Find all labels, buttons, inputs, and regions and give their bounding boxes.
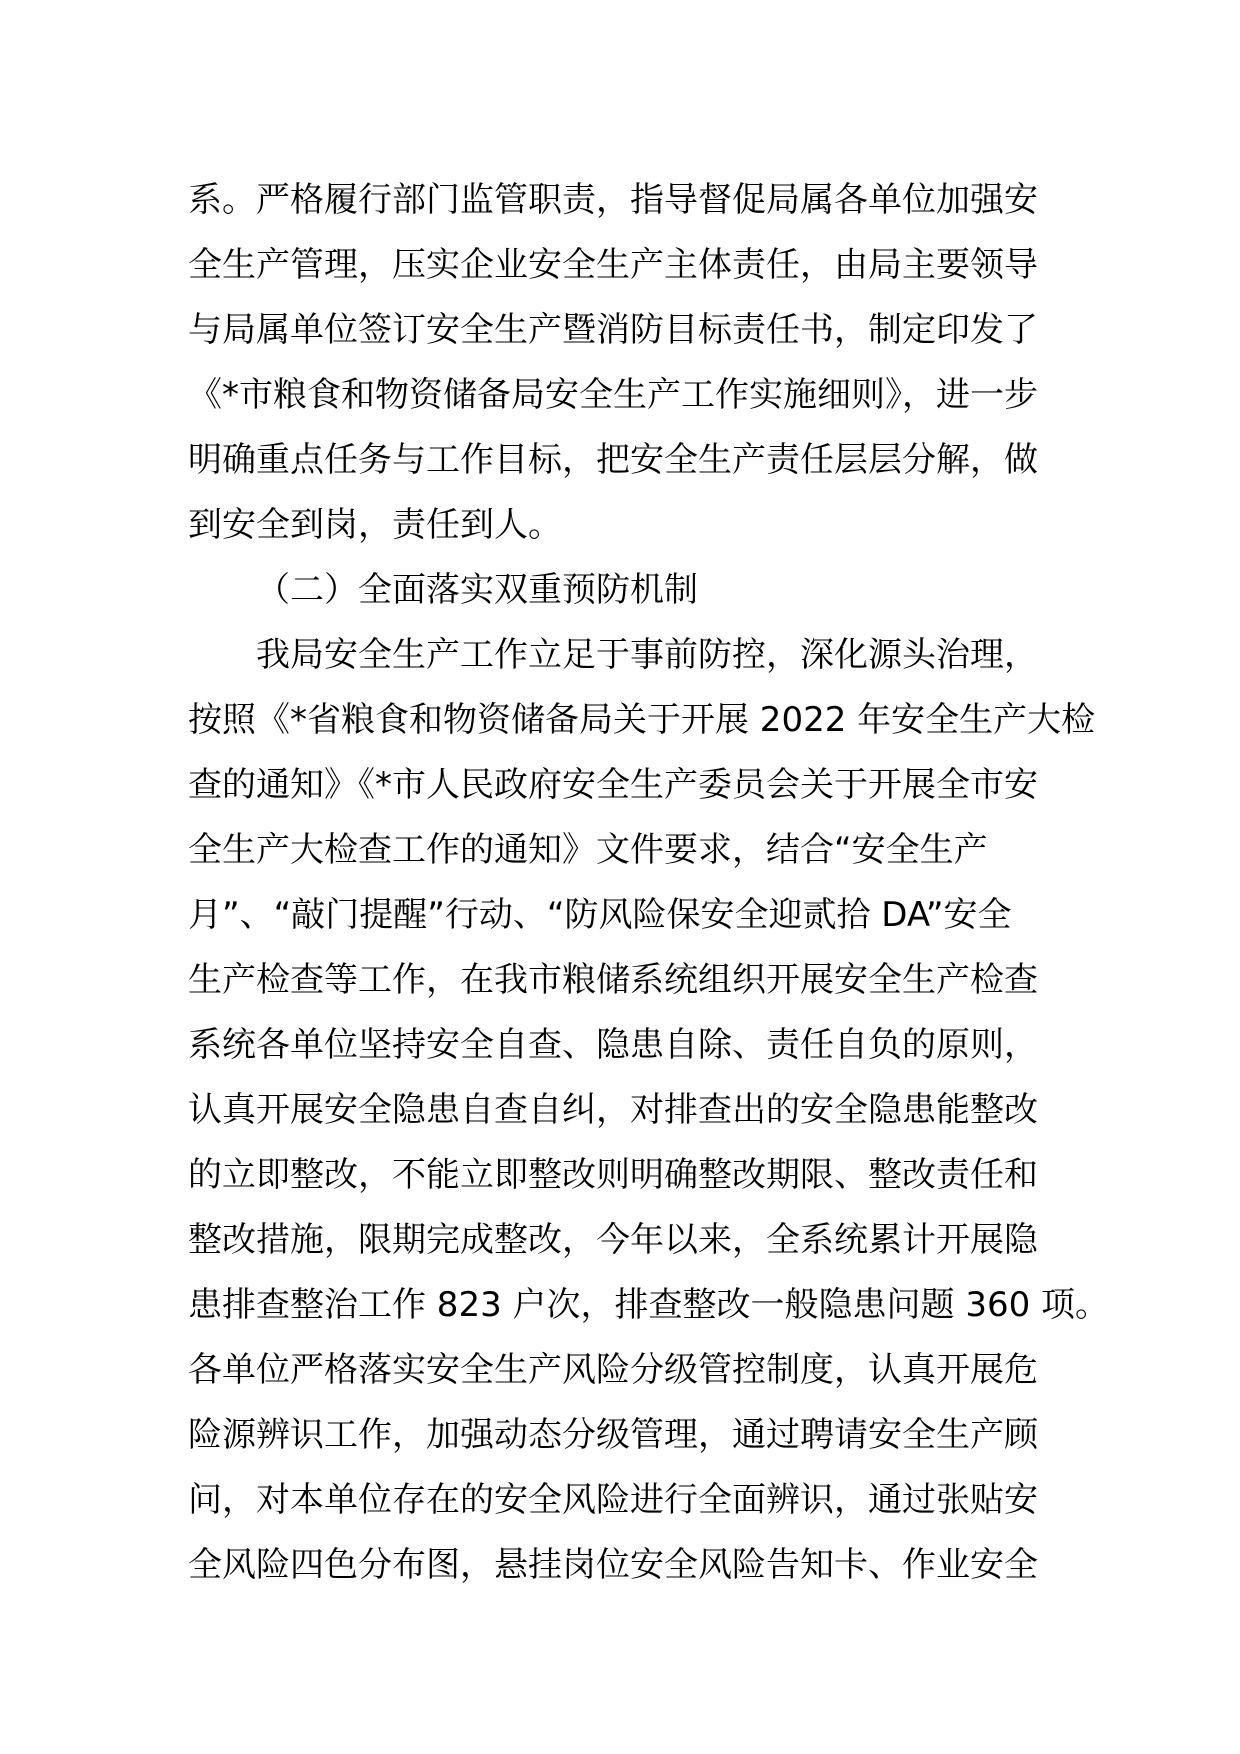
text-line: 险源辨识工作，加强动态分级管理，通过聘请安全生产顾	[188, 1415, 1038, 1455]
text-line: 明确重点任务与工作目标，把安全生产责任层层分解，做	[188, 440, 1038, 480]
text-line: 全生产管理，压实企业安全生产主体责任，由局主要领导	[188, 245, 1038, 285]
text-line: 整改措施，限期完成整改，今年以来，全系统累计开展隐	[188, 1220, 1038, 1260]
document-body	[188, 168, 1110, 1598]
text-line: 全风险四色分布图，悬挂岗位安全风险告知卡、作业安全	[188, 1545, 1038, 1585]
text-line: 生产检查等工作，在我市粮储系统组织开展安全生产检查	[188, 960, 1038, 1000]
text-line: 患排查整治工作 823 户次，排查整改一般隐患问题 360 项。	[188, 1285, 1110, 1325]
text-line: 各单位严格落实安全生产风险分级管控制度，认真开展危	[188, 1350, 1038, 1390]
text-line: 按照《*省粮食和物资储备局关于开展 2022 年安全生产大检	[188, 700, 1096, 740]
text-line: 认真开展安全隐患自查自纠，对排查出的安全隐患能整改	[188, 1090, 1038, 1130]
text-line: 《*市粮食和物资储备局安全生产工作实施细则》，进一步	[188, 375, 1038, 415]
text-line: 与局属单位签订安全生产暨消防目标责任书，制定印发了	[188, 310, 1038, 350]
paragraph-first-line: 我局安全生产工作立足于事前防控，深化源头治理，	[256, 635, 1038, 675]
text-line: 到安全到岗，责任到人。	[188, 505, 562, 545]
text-line: 系统各单位坚持安全自查、隐患自除、责任自负的原则，	[188, 1025, 1038, 1065]
text-line: 月”、“敲门提醒”行动、“防风险保安全迎贰拾 DA”安全	[188, 895, 1012, 935]
text-line: 查的通知》《*市人民政府安全生产委员会关于开展全市安	[188, 765, 1038, 805]
text-line: 问，对本单位存在的安全风险进行全面辨识，通过张贴安	[188, 1480, 1038, 1520]
text-line: 的立即整改，不能立即整改则明确整改期限、整改责任和	[188, 1155, 1038, 1195]
section-heading: （二）全面落实双重预防机制	[256, 570, 698, 610]
text-line: 全生产大检查工作的通知》文件要求，结合“安全生产	[188, 830, 988, 870]
text-line: 系。严格履行部门监管职责，指导督促局属各单位加强安	[188, 180, 1038, 220]
